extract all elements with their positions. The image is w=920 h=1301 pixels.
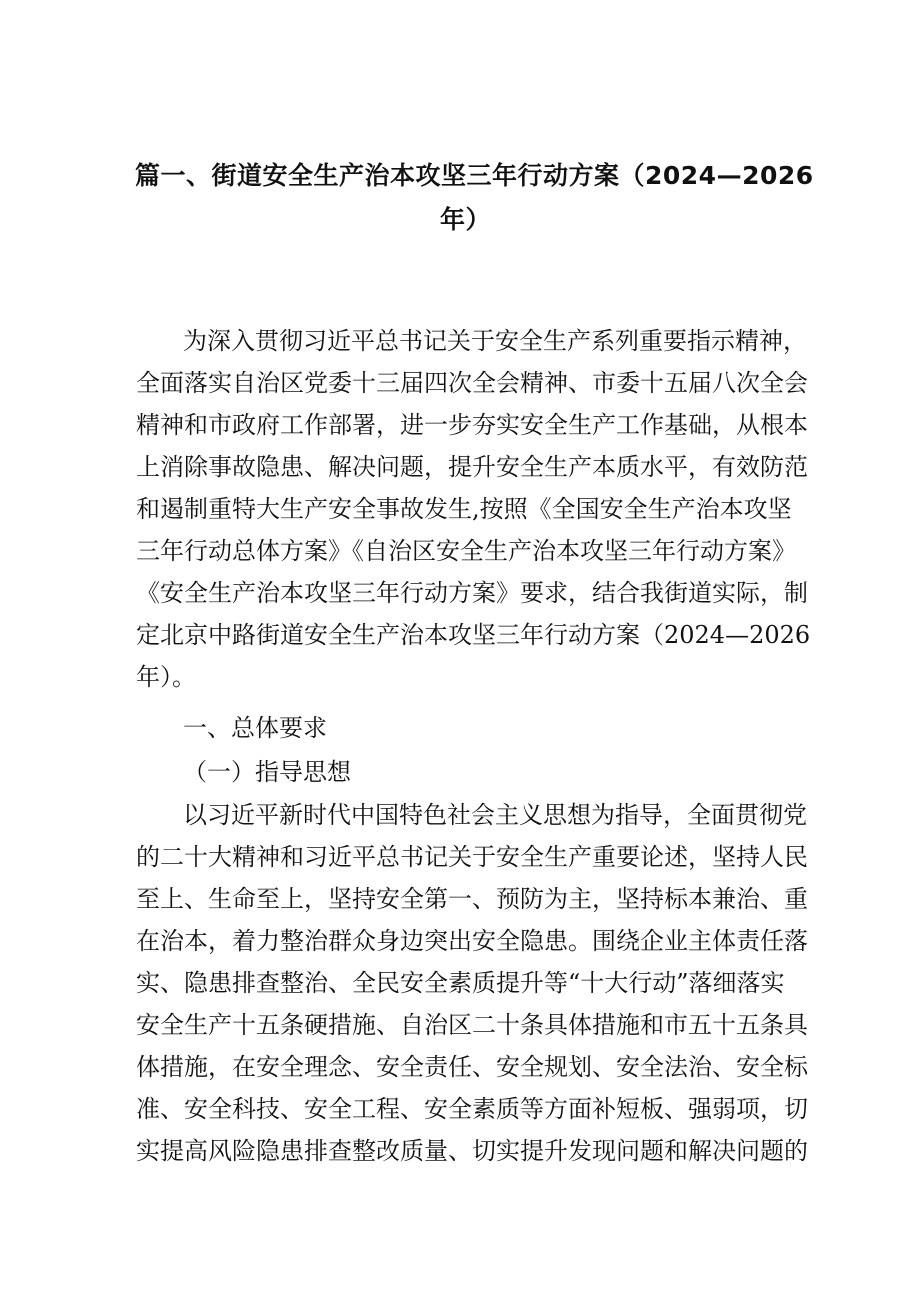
paragraph2-line-2: 的二十大精神和习近平总书记关于安全生产重要论述，坚持人民 <box>136 843 808 871</box>
paragraph1-line-4: 上消除事故隐患、解决问题，提升安全生产本质水平，有效防范 <box>136 453 808 481</box>
paragraph1-line-8: 定北京中路街道安全生产治本攻坚三年行动方案（2024—2026 <box>136 621 811 649</box>
subsection-heading: （一）指导思想 <box>183 758 351 786</box>
paragraph1-line-5: 和遏制重特大生产安全事故发生,按照《全国安全生产治本攻坚 <box>136 495 792 523</box>
paragraph1-line-9: 年）。 <box>136 663 196 691</box>
paragraph2-line-8: 准、安全科技、安全工程、安全素质等方面补短板、强弱项，切 <box>136 1095 808 1123</box>
paragraph1-line-2: 全面落实自治区党委十三届四次全会精神、市委十五届八次全会 <box>136 369 808 397</box>
paragraph2-line-3: 至上、生命至上，坚持安全第一、预防为主，坚持标本兼治、重 <box>136 885 808 913</box>
paragraph1-line-6: 三年行动总体方案》《自治区安全生产治本攻坚三年行动方案》 <box>136 537 796 565</box>
paragraph2-line-5: 实、隐患排查整治、全民安全素质提升等“十大行动”落细落实 <box>136 969 785 997</box>
paragraph2-line-6: 安全生产十五条硬措施、自治区二十条具体措施和市五十五条具 <box>136 1011 808 1039</box>
document-title-line-2: 年） <box>440 205 492 234</box>
paragraph2-line-1: 以习近平新时代中国特色社会主义思想为指导，全面贯彻党 <box>183 801 807 829</box>
paragraph1-line-3: 精神和市政府工作部署，进一步夯实安全生产工作基础，从根本 <box>136 411 808 439</box>
paragraph2-line-4: 在治本，着力整治群众身边突出安全隐患。围绕企业主体责任落 <box>136 927 808 955</box>
paragraph1-line-7: 《安全生产治本攻坚三年行动方案》要求，结合我街道实际，制 <box>136 579 808 607</box>
section-heading: 一、总体要求 <box>183 714 327 742</box>
paragraph1-line-1: 为深入贯彻习近平总书记关于安全生产系列重要指示精神， <box>183 327 807 355</box>
document-title-line-1: 篇一、街道安全生产治本攻坚三年行动方案（2024—2026 <box>135 161 814 190</box>
paragraph2-line-7: 体措施，在安全理念、安全责任、安全规划、安全法治、安全标 <box>136 1053 808 1081</box>
paragraph2-line-9: 实提高风险隐患排查整改质量、切实提升发现问题和解决问题的 <box>136 1137 808 1165</box>
